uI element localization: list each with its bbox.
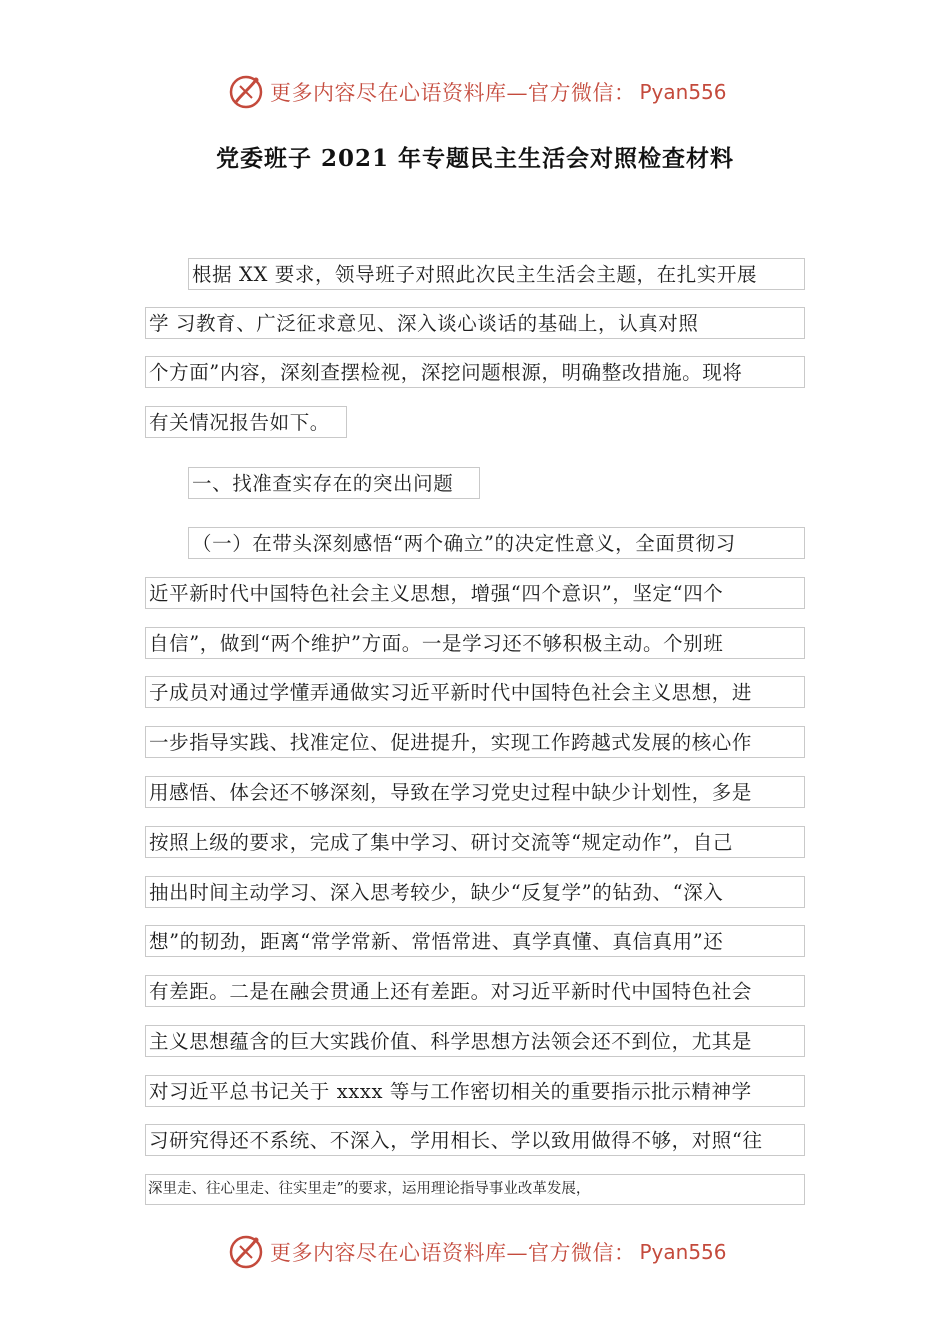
text-line: 有关情况报告如下。 [145, 406, 347, 438]
watermark-banner-top [226, 72, 727, 112]
text-line: 对习近平总书记关于 xxxx 等与工作密切相关的重要指示批示精神学 [145, 1075, 805, 1107]
watermark-wechat-id: Pyan556 [639, 80, 727, 104]
text-line: 抽出时间主动学习、深入思考较少，缺少“反复学”的钻劲、“深入 [145, 876, 805, 908]
text-line: 深里走、往心里走、往实里走”的要求，运用理论指导事业改革发展， [145, 1174, 805, 1205]
text-line: 学 习教育、广泛征求意见、深入谈心谈话的基础上，认真对照 [145, 307, 805, 339]
text-line: 用感悟、体会还不够深刻，导致在学习党史过程中缺少计划性，多是 [145, 776, 805, 808]
text-line: 子成员对通过学懂弄通做实习近平新时代中国特色社会主义思想，进 [145, 676, 805, 708]
text-line: 自信”，做到“两个维护”方面。一是学习还不够积极主动。个别班 [145, 627, 805, 659]
text-line: 按照上级的要求，完成了集中学习、研讨交流等“规定动作”，自己 [145, 826, 805, 858]
watermark-logo-icon [226, 1232, 266, 1272]
section-heading: 一、找准查实存在的突出问题 [188, 467, 480, 499]
document-title: 党委班子 2021 年专题民主生活会对照检查材料 [215, 145, 735, 172]
watermark-banner-bottom [226, 1232, 727, 1272]
text-line: 近平新时代中国特色社会主义思想，增强“四个意识”，坚定“四个 [145, 577, 805, 609]
watermark-wechat-id: Pyan556 [639, 1240, 727, 1264]
watermark-text: 更多内容尽在心语资料库—官方微信： [270, 1241, 636, 1265]
watermark-logo-icon [226, 72, 266, 112]
text-line: 根据 XX 要求，领导班子对照此次民主生活会主题，在扎实开展 [188, 258, 805, 290]
text-line: 有差距。二是在融会贯通上还有差距。对习近平新时代中国特色社会 [145, 975, 805, 1007]
text-line: 一步指导实践、找准定位、促进提升，实现工作跨越式发展的核心作 [145, 726, 805, 758]
text-line: 习研究得还不系统、不深入，学用相长、学以致用做得不够，对照“往 [145, 1124, 805, 1156]
text-line: 主义思想蕴含的巨大实践价值、科学思想方法领会还不到位，尤其是 [145, 1025, 805, 1057]
watermark-text: 更多内容尽在心语资料库—官方微信： [270, 81, 636, 105]
text-line: 想”的韧劲，距离“常学常新、常悟常进、真学真懂、真信真用”还 [145, 925, 805, 957]
text-line: 个方面”内容，深刻查摆检视，深挖问题根源，明确整改措施。现将 [145, 356, 805, 388]
text-line: （一）在带头深刻感悟“两个确立”的决定性意义，全面贯彻习 [188, 527, 805, 559]
